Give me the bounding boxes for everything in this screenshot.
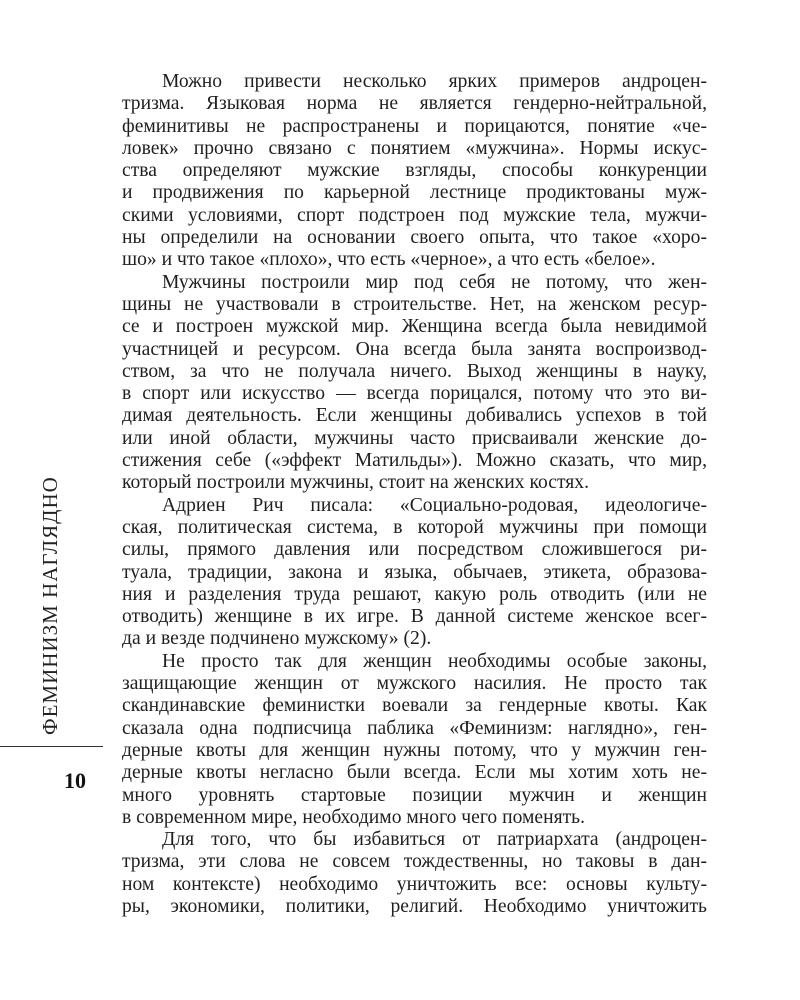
- text-line: дерные квоты негласно были всегда. Если мы хотим хоть не-: [122, 762, 707, 784]
- text-line: феминитивы не распространены и порицаются, понятие «че-: [122, 115, 707, 137]
- text-line: скандинавские феминистки воевали за гендерные квоты. Как: [122, 695, 707, 717]
- text-line: Можно привести несколько ярких примеров андроцен-: [162, 71, 707, 92]
- text-line: се и построен мужской мир. Женщина всегда была невидимой: [122, 316, 707, 338]
- page-number: 10: [64, 768, 86, 793]
- text-line: да и везде подчинено мужскому» (2).: [122, 628, 432, 650]
- text-line: в современном мире, необходимо много чего поменять.: [122, 806, 586, 828]
- text-line: ния и разделения труда решают, какую роль отводить (или не: [122, 583, 707, 605]
- text-line: стижения себе («эффект Матильды»). Можно сказать, что мир,: [122, 450, 707, 472]
- text-line: много уровнять стартовые позиции мужчин и женщин: [122, 784, 707, 806]
- text-line: шо» и что такое «плохо», что есть «черное», а что есть «белое».: [122, 249, 656, 271]
- text-line: который построили мужчины, стоит на женских костях.: [122, 472, 589, 494]
- text-line: димая деятельность. Если женщины добивались успехов в той: [122, 405, 707, 427]
- text-line: щины не участвовали в строительстве. Нет, на женском ресур-: [122, 293, 707, 315]
- text-line: ны определили на основании своего опыта, что такое «хоро-: [122, 227, 707, 249]
- text-line: ская, политическая система, в которой мужчины при помощи: [122, 516, 707, 538]
- text-line: отводить) женщине в их игре. В данной системе женское всег-: [122, 606, 707, 628]
- text-line: ством, за что не получала ничего. Выход женщины в науку,: [122, 360, 707, 382]
- body-text: [122, 71, 707, 918]
- margin-rule: [0, 746, 103, 747]
- text-line: защищающие женщин от мужского насилия. Не просто так: [122, 673, 707, 695]
- text-line: силы, прямого давления или посредством сложившегося ри-: [122, 539, 707, 561]
- text-line: и продвижения по карьерной лестнице продиктованы муж-: [122, 182, 707, 204]
- text-line: ловек» прочно связано с понятием «мужчина». Нормы искус-: [122, 137, 707, 159]
- text-line: дерные квоты для женщин нужны потому, что у мужчин ген-: [122, 739, 707, 761]
- text-line: или иной области, мужчины часто присваивали женские до-: [122, 427, 707, 449]
- text-line: Для того, что бы избавиться от патриархата (андроцен-: [162, 829, 707, 851]
- text-line: туала, традиции, закона и языка, обычаев, этикета, образова-: [122, 561, 707, 583]
- text-line: ном контексте) необходимо уничтожить все: основы культу-: [122, 873, 707, 895]
- text-line: в спорт или искусство — всегда порицался, потому что это ви-: [122, 383, 707, 405]
- text-line: участницей и ресурсом. Она всегда была занята воспроизвод-: [122, 338, 707, 360]
- text-line: сказала одна подписчица паблика «Феминизм: наглядно», ген-: [122, 717, 707, 739]
- text-line: ры, экономики, политики, религий. Необходимо уничтожить: [122, 895, 707, 917]
- text-line: тризма. Языковая норма не является гендерно-нейтральной,: [122, 93, 707, 115]
- text-line: тризма, эти слова не совсем тождественны, но таковы в дан-: [122, 851, 707, 873]
- text-line: Адриен Рич писала: «Социально-родовая, идеологиче-: [162, 494, 707, 516]
- running-head-text: ФЕМИНИЗМ НАГЛЯДНО: [38, 476, 62, 735]
- text-line: Мужчины построили мир под себя не потому, что жен-: [162, 271, 707, 293]
- text-line: скими условиями, спорт подстроен под мужские тела, мужчи-: [122, 204, 707, 226]
- text-line: Не просто так для женщин необходимы особые законы,: [162, 650, 707, 672]
- text-line: ства определяют мужские взгляды, способы конкуренции: [122, 160, 707, 182]
